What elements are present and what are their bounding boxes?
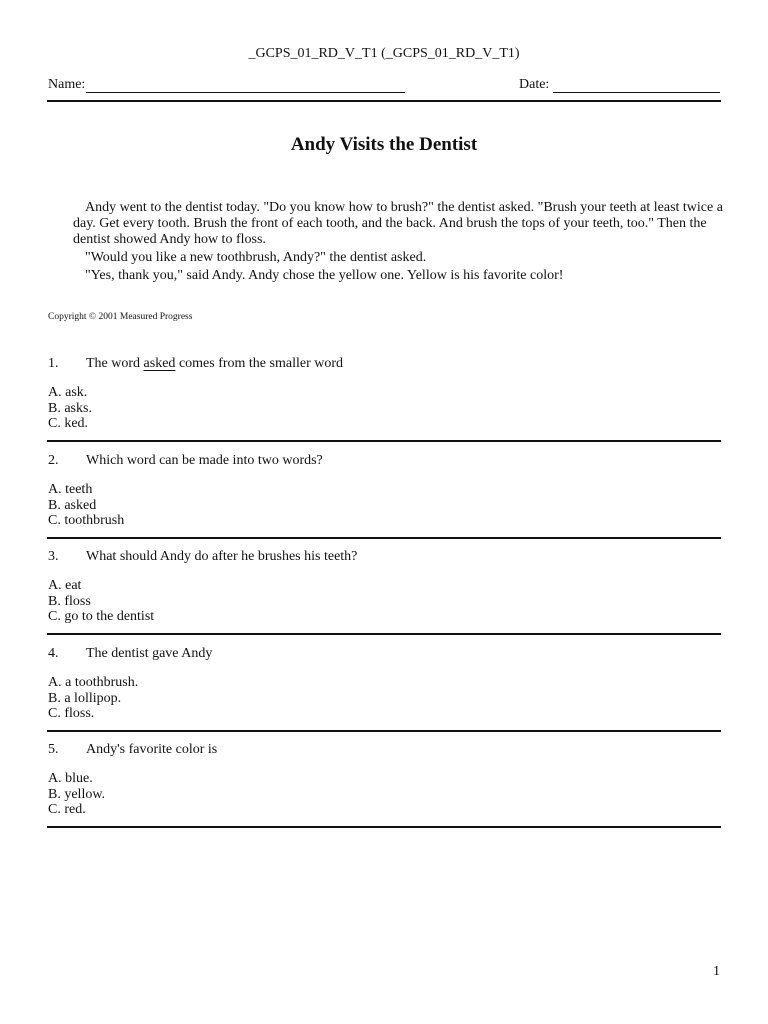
choice-b[interactable]: B. yellow. — [48, 786, 106, 802]
choice-c[interactable]: C. toothbrush — [48, 513, 125, 528]
choice-b[interactable]: B. asked — [48, 497, 97, 513]
document-code: _GCPS_01_RD_V_T1 (_GCPS_01_RD_V_T1) — [248, 46, 520, 61]
question-number: 5. — [48, 742, 59, 757]
question-divider — [47, 633, 721, 635]
choice-b[interactable]: B. floss — [48, 593, 91, 609]
question-4 — [48, 646, 721, 722]
passage-paragraph: "Would you like a new toothbrush, Andy?" the dentist asked. — [85, 250, 427, 265]
choice-a[interactable]: A. blue. — [48, 771, 93, 786]
choice-c[interactable]: C. floss. — [48, 706, 95, 721]
question-number: 1. — [48, 356, 59, 371]
date-blank-line[interactable] — [553, 92, 720, 93]
question-1 — [48, 356, 721, 432]
name-blank-line[interactable] — [86, 92, 405, 93]
header-divider — [47, 100, 721, 102]
choice-a[interactable]: A. teeth — [48, 482, 93, 497]
name-date-row — [48, 77, 720, 97]
question-divider — [47, 537, 721, 539]
choice-a[interactable]: A. eat — [48, 578, 82, 593]
choice-a[interactable]: A. a toothbrush. — [48, 675, 139, 690]
answer-choices — [48, 385, 721, 432]
date-label: Date: — [519, 77, 550, 92]
question-3 — [48, 549, 721, 625]
choice-c[interactable]: C. go to the dentist — [48, 609, 155, 624]
choice-c[interactable]: C. red. — [48, 802, 86, 817]
copyright-notice: Copyright © 2001 Measured Progress — [48, 312, 193, 322]
question-text: Andy's favorite color is — [86, 742, 218, 757]
answer-choices — [48, 578, 721, 625]
page-number: 1 — [713, 964, 720, 979]
page-title: Andy Visits the Dentist — [290, 134, 478, 155]
question-text: The dentist gave Andy — [86, 646, 213, 661]
answer-choices — [48, 771, 721, 818]
choice-a[interactable]: A. ask. — [48, 385, 88, 400]
passage-paragraph: Andy went to the dentist today. "Do you know how to brush?" the dentist asked. "Brush your teeth at least twice a day. Get every tooth. Brush the front of each tooth, and the back. And brush the tops of your teeth, too." Then the dentist showed Andy how to floss. — [73, 200, 723, 247]
passage-paragraph: "Yes, thank you," said Andy. Andy chose the yellow one. Yellow is his favorite color! — [85, 268, 564, 283]
choice-c[interactable]: C. ked. — [48, 416, 89, 431]
choice-b[interactable]: B. asks. — [48, 400, 92, 416]
question-text: What should Andy do after he brushes his teeth? — [86, 549, 358, 564]
question-text: Which word can be made into two words? — [86, 453, 323, 468]
name-label: Name: — [48, 77, 86, 92]
question-2 — [48, 453, 721, 529]
question-number: 2. — [48, 453, 59, 468]
answer-choices — [48, 482, 721, 529]
question-number: 4. — [48, 646, 59, 661]
question-text: The word asked comes from the smaller word — [86, 356, 343, 371]
answer-choices — [48, 675, 721, 722]
reading-passage — [73, 200, 723, 286]
choice-b[interactable]: B. a lollipop. — [48, 690, 122, 706]
question-divider — [47, 826, 721, 828]
question-divider — [47, 440, 721, 442]
question-divider — [47, 730, 721, 732]
underlined-word: asked — [143, 356, 176, 371]
question-5 — [48, 742, 721, 818]
question-number: 3. — [48, 549, 59, 564]
